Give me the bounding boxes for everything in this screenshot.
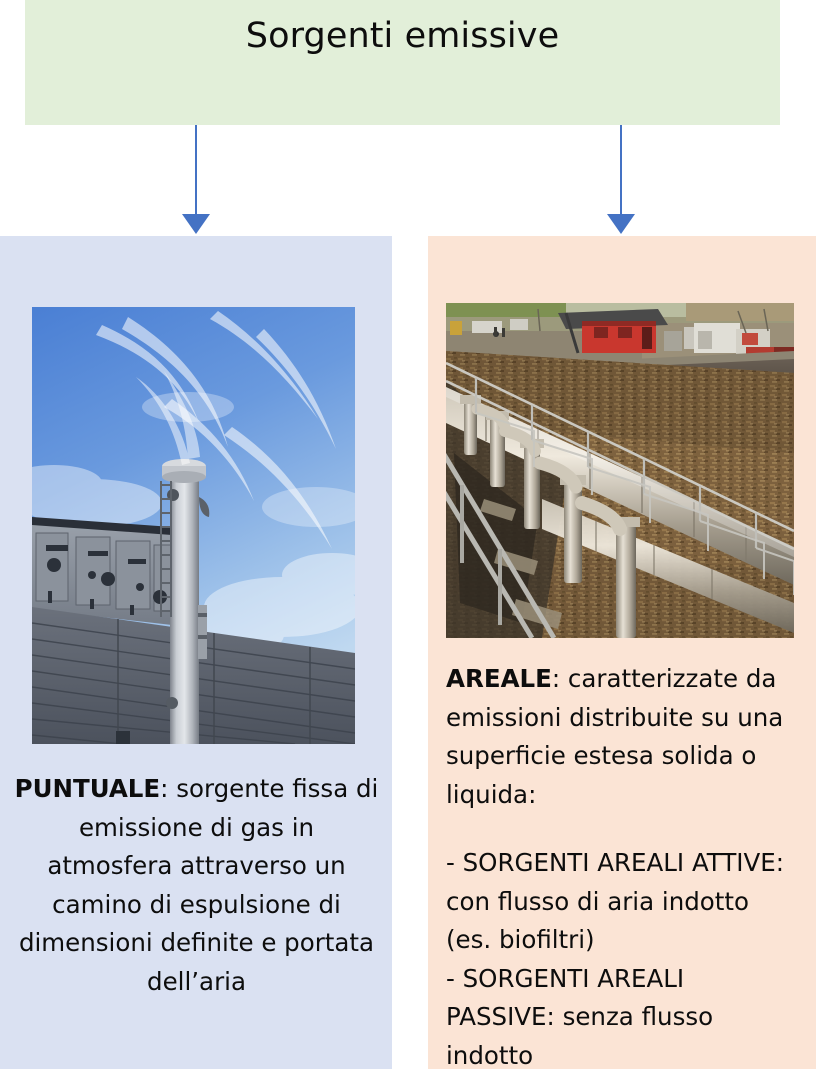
connector-arrow-left <box>170 125 222 237</box>
caption-areale-bullet-passive: - SORGENTI AREALI PASSIVE: senza flusso indotto <box>446 960 786 1075</box>
biofilter-photo <box>446 303 794 638</box>
caption-puntuale-term: PUNTUALE <box>15 774 161 803</box>
chimney-photo <box>32 307 355 744</box>
biofilter-illustration <box>446 303 794 638</box>
connector-arrow-right <box>595 125 647 237</box>
caption-puntuale-text <box>14 770 379 1001</box>
caption-areale-bullet-active: - SORGENTI AREALI ATTIVE: con flusso di aria indotto (es. biofiltri) <box>446 844 786 960</box>
page-title: Sorgenti emissive <box>25 14 780 58</box>
caption-puntuale <box>14 770 379 1001</box>
caption-spacer <box>446 814 786 844</box>
chimney-illustration <box>32 307 355 744</box>
caption-puntuale-body: : sorgente fissa di emissione di gas in atmosfera attraverso un camino di espulsione di dimensioni definite e portata dell’aria <box>19 774 378 996</box>
caption-areale-lead <box>446 660 786 814</box>
caption-areale-term: AREALE <box>446 664 552 693</box>
caption-areale <box>446 660 786 1075</box>
caption-areale-body: : caratterizzate da emissioni distribuite su una superficie estesa solida o liquida: <box>446 664 783 809</box>
header-box <box>25 0 780 125</box>
